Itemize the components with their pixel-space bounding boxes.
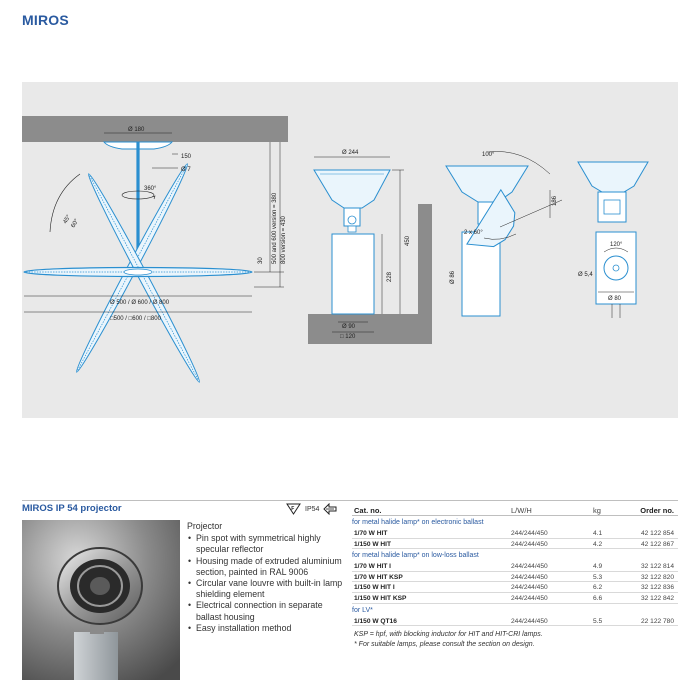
note-lamps: * For suitable lamps, please consult the section on design. <box>354 640 535 648</box>
dim-hole-diameter: Ø 5,4 <box>578 272 593 278</box>
drawing-projector-front <box>308 150 418 344</box>
cell-lwh: 244/244/450 <box>511 617 548 625</box>
dim-tilt-100: 100° <box>482 152 495 158</box>
technical-drawing <box>22 82 678 418</box>
cell-lwh: 244/244/450 <box>511 573 548 581</box>
cell-kg: 4.9 <box>593 563 603 571</box>
cell-order: 42 122 854 <box>640 530 674 537</box>
dim-ring-squares: □500 / □600 / □800 <box>110 316 161 322</box>
group-title: for metal halide lamp* on low-loss ballast <box>352 552 479 560</box>
section-divider <box>22 500 678 501</box>
table-row <box>352 572 678 583</box>
dim-rotation-120: 120° <box>610 242 623 248</box>
dim-side-height: 186 <box>552 195 558 206</box>
f-mark-icon <box>286 503 301 515</box>
order-table <box>352 503 678 649</box>
dim-total-height: 450 <box>405 235 411 246</box>
dim-rotation: 360° <box>144 186 157 192</box>
cell-lwh: 244/244/450 <box>511 584 548 592</box>
cell-kg: 6.6 <box>593 594 603 602</box>
table-row <box>352 593 678 604</box>
dim-ring-diameters: Ø 500 / Ø 600 / Ø 800 <box>110 300 170 306</box>
group-title: for metal halide lamp* on electronic ballast <box>352 519 484 526</box>
cell-order: 42 122 867 <box>640 540 674 548</box>
cell-kg: 6.2 <box>593 584 603 592</box>
feature-item: • Pin spot with symmetrical highly specular reflector <box>187 533 349 555</box>
dim-height-800: 800 version = 430 <box>281 216 287 264</box>
product-title: MIROS IP 54 projector <box>22 503 122 514</box>
dim-fixing-diameter: Ø 80 <box>608 296 622 302</box>
cell-cat: 1/150 W HIT <box>354 540 392 548</box>
table-row <box>352 539 678 550</box>
dim-tilt-60: 60° <box>70 218 81 229</box>
dim-cable-diameter: Ø 7 <box>181 167 191 173</box>
cell-cat: 1/70 W HIT <box>354 530 388 537</box>
cell-cat: 1/150 W QT16 <box>354 617 397 625</box>
ip-rating: IP54 <box>305 505 320 513</box>
table-row <box>352 582 678 593</box>
header-cat-no: Cat. no. <box>354 506 382 515</box>
page-title: MIROS <box>22 12 69 28</box>
dim-housing-height: 228 <box>387 271 393 282</box>
protection-class-icon <box>323 503 337 515</box>
cell-kg: 5.3 <box>593 573 603 581</box>
cell-cat: 1/70 W HIT I <box>354 563 392 571</box>
cell-cat: 1/150 W HIT KSP <box>354 594 407 602</box>
description-heading: Projector <box>187 521 223 531</box>
table-row <box>352 616 678 627</box>
dim-spigot-diameter: Ø 90 <box>342 324 356 330</box>
cell-cat: 1/150 W HIT I <box>354 584 395 592</box>
dim-canopy-height: 150 <box>181 154 192 160</box>
cell-kg: 4.1 <box>593 530 603 537</box>
cell-order: 22 122 780 <box>640 617 674 625</box>
header-lwh: L/W/H <box>511 506 532 515</box>
product-description <box>187 521 349 634</box>
cell-order: 32 122 820 <box>640 573 674 581</box>
cell-lwh: 244/244/450 <box>511 530 548 537</box>
feature-item: • Housing made of extruded aluminium section, painted in RAL 9006 <box>187 556 349 578</box>
feature-list <box>187 533 349 634</box>
table-notes <box>352 630 678 649</box>
certification-badges <box>286 503 337 515</box>
drawing-projector-side <box>418 151 562 344</box>
cell-kg: 5.5 <box>593 617 603 625</box>
cell-cat: 1/70 W HIT KSP <box>354 573 403 581</box>
cell-lwh: 244/244/450 <box>511 563 548 571</box>
drawing-ring-view <box>22 116 288 384</box>
dim-tilt-45: 45° <box>62 214 73 225</box>
note-ksp: KSP = hpf, with blocking inductor for HIT and HIT-CRI lamps. <box>354 631 543 639</box>
feature-item: • Easy installation method <box>187 623 349 634</box>
dim-tilt-2x60: 2 x 60° <box>464 230 483 236</box>
dim-base-square: □ 120 <box>340 334 356 340</box>
dim-housing-diameter: Ø 86 <box>450 270 456 284</box>
product-photo <box>22 520 180 680</box>
dim-reflector-diameter: Ø 244 <box>342 150 359 156</box>
cell-lwh: 244/244/450 <box>511 594 548 602</box>
cell-order: 32 122 836 <box>640 584 674 592</box>
feature-item: • Electrical connection in separate ballast housing <box>187 600 349 622</box>
cell-lwh: 244/244/450 <box>511 540 548 548</box>
drawing-projector-back <box>578 162 648 318</box>
dim-ring-height: 30 <box>258 257 264 264</box>
dim-height-500-600: 500 and 600 version = 380 <box>272 192 278 264</box>
feature-item: • Circular vane louvre with built-in lamp shielding element <box>187 578 349 600</box>
group-title: for LV* <box>352 606 373 614</box>
cell-kg: 4.2 <box>593 540 603 548</box>
table-header <box>352 503 678 516</box>
svg-text:F: F <box>291 506 295 512</box>
table-row <box>352 528 678 539</box>
table-row <box>352 561 678 572</box>
header-kg: kg <box>593 506 601 515</box>
dim-canopy-diameter: Ø 180 <box>128 127 145 133</box>
cell-order: 32 122 842 <box>640 594 674 602</box>
cell-order: 32 122 814 <box>640 563 674 571</box>
header-order-no: Order no. <box>640 506 674 515</box>
